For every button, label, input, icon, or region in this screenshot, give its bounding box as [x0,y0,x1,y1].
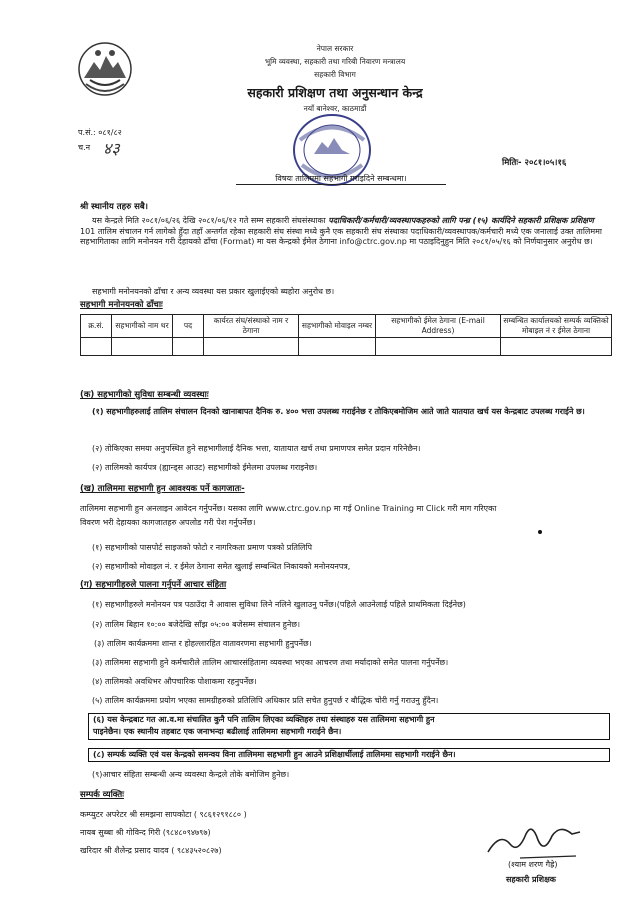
section-ga-item: (२) तालिम बिहान १०:०० बजेदेखि साँझ ०५:०० बजेसम्म संचालन हुनेछ। [92,620,301,629]
section-ga-item: (१) सहभागीहरुले मनोनयन पत्र पठाउँदा नै आवास सुविधा लिने नलिने खुलाउनु पर्नेछ।(पहिले आउनेलाई पहिले प्राथमिकता दिईनेछ) [92,600,466,609]
section-ga-title: (ग) सहभागीहरुले पालना गर्नुपर्ने आचार संहिता [80,580,227,590]
section-ka-title: (क) सहभागीको सुविधा सम्बन्धी व्यवस्थाः [80,390,209,400]
intro-paragraph-2: सहभागी मनोनयनको ढाँचा र अन्य व्यवस्था यस प्रकार खुलाईएको ब्यहोरा अनुरोध छ। [92,287,335,296]
handwritten-signature [480,812,590,862]
section-ka-item: (२) तोकिएका समया अनुपस्थित हुने सहभागीलाई दैनिक भत्ता, यातायात खर्च तथा प्रमाणपत्र समेत प्रदान गरिनेछैन। [92,444,421,453]
section-kha-title: (ख) तालिममा सहभागी हुन आवश्यक पर्ने कागजातः- [80,484,245,494]
rule-6-line-a: (६) यस केन्द्रबाट गत आ.व.मा संचालित कुनै पनि तालिम लिएका व्यक्तिहरु तथा संस्थाहरु यस तालिममा सहभागी हुन [93,715,435,724]
rule-6-line-b: पाइनेछैन। एक स्थानीय तहबाट एक जनाभन्दा बढीलाई तालिममा सहभागी गराईने छैन। [93,727,342,737]
section-kha-item: (२) सहभागीको मोवाइल नं. र ईमेल ठेगाना समेत खुलाई सम्बन्धित निकायको मनोनयनपत्र, [92,562,351,571]
section-kha-body-a: तालिममा सहभागी हुन अनलाइन आवेदन गर्नुपर्नेछ। यसका लागि www.ctrc.gov.np मा गई Online Training मा Click गरी माग गरिएका [80,504,497,513]
table-header-row [81,315,612,338]
salutation: श्री स्थानीय तहरु सबै। [80,202,148,212]
dispatch-label: च.न [78,143,91,152]
ministry-label: भूमि व्यवस्था, सहकारी तथा गरिबी निवारण मन्त्रालय [264,57,406,66]
section-ga-rule-8: (८) सम्पर्क व्यक्ति एवं यस केन्द्रको समन्वय विना तालिममा सहभागी हुन आउने प्रशिक्षार्थीलाई तालिममा सहभागी गराईने छैन। [88,748,610,762]
table-cell [173,337,204,355]
dept-label: सहकारी विभाग [314,70,356,79]
intro-text-a: यस केन्द्रले मिति २०८१/०६/२६ देखि २०८१/०६/१२ गते सम्म सहकारी संघसंस्थाका [92,216,329,225]
table-cell [299,337,376,355]
reference-number: प.सं.: ०८१/८२ [78,128,122,137]
table-header: सहभागीको ईमेल ठेगाना (E-mail Address) [376,315,501,338]
table-row [81,337,612,355]
contact-item: कम्प्युटर अपरेटर श्री समझना सापकोटा ( ९८६१२९१८८० ) [80,810,247,819]
section-kha-item: (१) सहभागीको पासपोर्ट साइजको फोटो र नागरिकता प्रमाण पत्रको प्रतिलिपि [92,543,313,552]
intro-text-b: पदाधिकारी/कर्मचारी/व्यवस्थापकहरुको लागि [328,216,456,225]
gov-label: नेपाल सरकार [316,44,354,53]
intro-text-c: पन्ध्र (१५) कार्यदिने सहकारी प्रशिक्षक प्रशिक्षण [458,216,594,225]
signatory-name: (श्याम शरण गैह्रे) [508,860,558,869]
table-header: क्र.सं. [81,315,112,338]
section-ga-item: (३) तालिममा सहभागी हुने कर्मचारीले तालिम आचारसंहितामा व्यवस्था भएका आचरण तथा मर्यादाको समेत पालना गर्नुपर्नेछ। [92,658,449,667]
table-header: सम्बन्धित कार्यालयको सम्पर्क व्यक्तिको मोबाइल नं र ईमेल ठेगाना [501,315,612,338]
section-ka-item: (२) तालिमको कार्यपत्र (ह्यान्ड्स आउट) सहभागीको ईमेलमा उपलब्ध गराइनेछ। [92,463,318,472]
contact-item: नायब सुब्बा श्री गोविन्द गिरी (९८४८०९४७९७) [80,828,211,837]
subject-line: विषयः तालिममा सहभागी गराइदिने सम्बन्धमा। [236,174,446,185]
dispatch-number: ४३ [103,139,120,158]
signatory-designation: सहकारी प्रशिक्षक [506,875,556,884]
contact-item: खरिदार श्री शैलेन्द्र प्रसाद यादव ( ९८४३५२०८२७) [80,846,222,855]
section-kha-body-b: विवरण भरी देहायका कागजातहरु अपलोड गरी पेश गर्नुपर्नेछ। [80,518,256,527]
contacts-title: सम्पर्क व्यक्तिः [80,790,124,800]
table-cell [376,337,501,355]
table-header: पद [173,315,204,338]
nomination-table [80,314,612,356]
section-ga-item-9: (९)आचार संहिता सम्बन्धी अन्य व्यवस्था केन्द्रले तोके बमोजिम हुनेछ। [92,770,290,779]
table-cell [112,337,173,355]
table-cell [204,337,299,355]
center-title: सहकारी प्रशिक्षण तथा अनुसन्धान केन्द्र [247,85,423,100]
section-ka-item: (१) सहभागीहरुलाई तालिम संचालन दिनको खानाबापत दैनिक रु. ४०० भत्ता उपलब्ध गराईनेछ र तोकिएबमोजिम आते जाते यातयात खर्च यस केन्द्रबाट उपलब्ध गराईने छ। [92,407,585,416]
table-title: सहभागी मनोनयनको ढाँचाः [80,300,163,310]
table-header: सहभागीको मोवाइल नम्बर [299,315,376,338]
intro-text-d: 101 तालिम संचालन गर्न लागेको हुँदा तहाँ अन्तर्गत रहेका सहकारी संघ संस्था मध्ये कुनै एक सहकारी संघ संस्थाका पदाधिकारी/व्यवस्थापक/कर्मचारी मध्ये एक जनालाई उक्त तालिममा सहभागिताका लागि मनोनयन गरी देहायको ढाँचा (Format) मा यस केन्द्रको ईमेल ठेगाना info@ctrc.gov.np मा पठाइदिनुहुन मिति २०८१/०५/१६ को निर्णयानुसार अनुरोध छ। [80,226,602,247]
nepal-emblem [76,40,134,98]
section-ga-item: (५) तालिम कार्यक्रममा प्रयोग भएका सामग्रीहरुको प्रतिलिपि अधिकार प्रति सचेत हुनुपर्छ र बौद्धिक चोरी गर्नु गराउनु हुँदैन। [92,696,439,705]
table-header: कार्यरत संघ/संस्थाको नाम र ठेगाना [204,315,299,338]
intro-paragraph [80,216,610,248]
table-header: सहभागीको नाम थर [112,315,173,338]
table-cell [501,337,612,355]
letter-date: मितिः- २०८१।०५।१६ [502,158,567,168]
table-cell [81,337,112,355]
section-ga-item: (४) तालिमको अवधिभर औपचारिक पोशाकमा रहनुपर्नेछ। [92,677,257,686]
ink-dot [538,530,542,534]
section-ga-item: (३) तालिम कार्यक्रममा शान्त र होहल्लारहित वातावरणमा सहभागी हुनुपर्नेछ। [94,639,312,648]
address-label: नयाँ बानेश्वर, काठमाडौं [303,104,367,113]
section-ga-rule-6 [88,713,610,740]
